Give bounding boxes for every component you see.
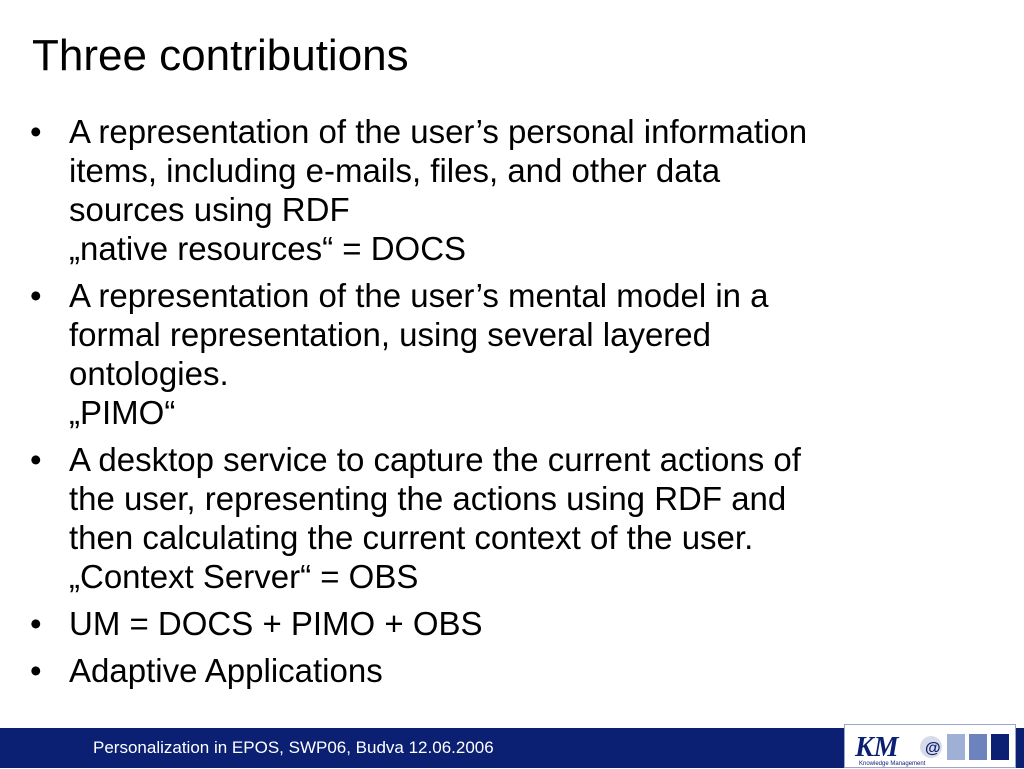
- bullet-icon: •: [30, 277, 42, 314]
- logo-sub-text: Knowledge Management: [859, 761, 926, 767]
- bullet-item-adaptive: [30, 651, 990, 690]
- bullet-icon: •: [30, 605, 42, 642]
- bullet-line: A representation of the user’s mental model in a: [69, 277, 769, 314]
- bullet-line: „PIMO“: [69, 394, 176, 431]
- logo-block: [947, 734, 965, 760]
- logo-km-text: KM: [855, 732, 899, 763]
- bullet-line: A desktop service to capture the current actions of: [69, 441, 801, 478]
- logo-block: [969, 734, 987, 760]
- bullet-line: „native resources“ = DOCS: [69, 230, 467, 267]
- bullet-icon: •: [30, 652, 42, 689]
- bullet-item-obs: [30, 440, 990, 596]
- bullet-item-pimo: [30, 276, 990, 432]
- bullet-line: ontologies.: [69, 355, 229, 392]
- bullet-line: the user, representing the actions using RDF and: [69, 480, 787, 517]
- km-dfki-logo: [844, 724, 1016, 768]
- bullet-line: items, including e-mails, files, and other data: [69, 152, 721, 189]
- footer-text: Personalization in EPOS, SWP06, Budva 12.06.2006: [93, 738, 494, 757]
- bullet-line: „Context Server“ = OBS: [69, 558, 419, 595]
- bullet-item-docs: [30, 112, 990, 268]
- bullet-line: Adaptive Applications: [69, 652, 383, 689]
- bullet-icon: •: [30, 441, 42, 478]
- bullet-line: formal representation, using several layered: [69, 316, 712, 353]
- bullet-line: A representation of the user’s personal information: [69, 113, 808, 150]
- slide-title: Three contributions: [32, 31, 409, 80]
- bullet-line: sources using RDF: [69, 191, 350, 228]
- bullet-line: UM = DOCS + PIMO + OBS: [69, 605, 483, 642]
- bullet-line: then calculating the current context of the user.: [69, 519, 754, 556]
- logo-at-text: @: [925, 740, 941, 757]
- bullet-icon: •: [30, 113, 42, 150]
- bullet-list: [30, 112, 990, 698]
- logo-block: [991, 734, 1009, 760]
- bullet-item-um: [30, 604, 990, 643]
- logo-icon: [845, 725, 1017, 769]
